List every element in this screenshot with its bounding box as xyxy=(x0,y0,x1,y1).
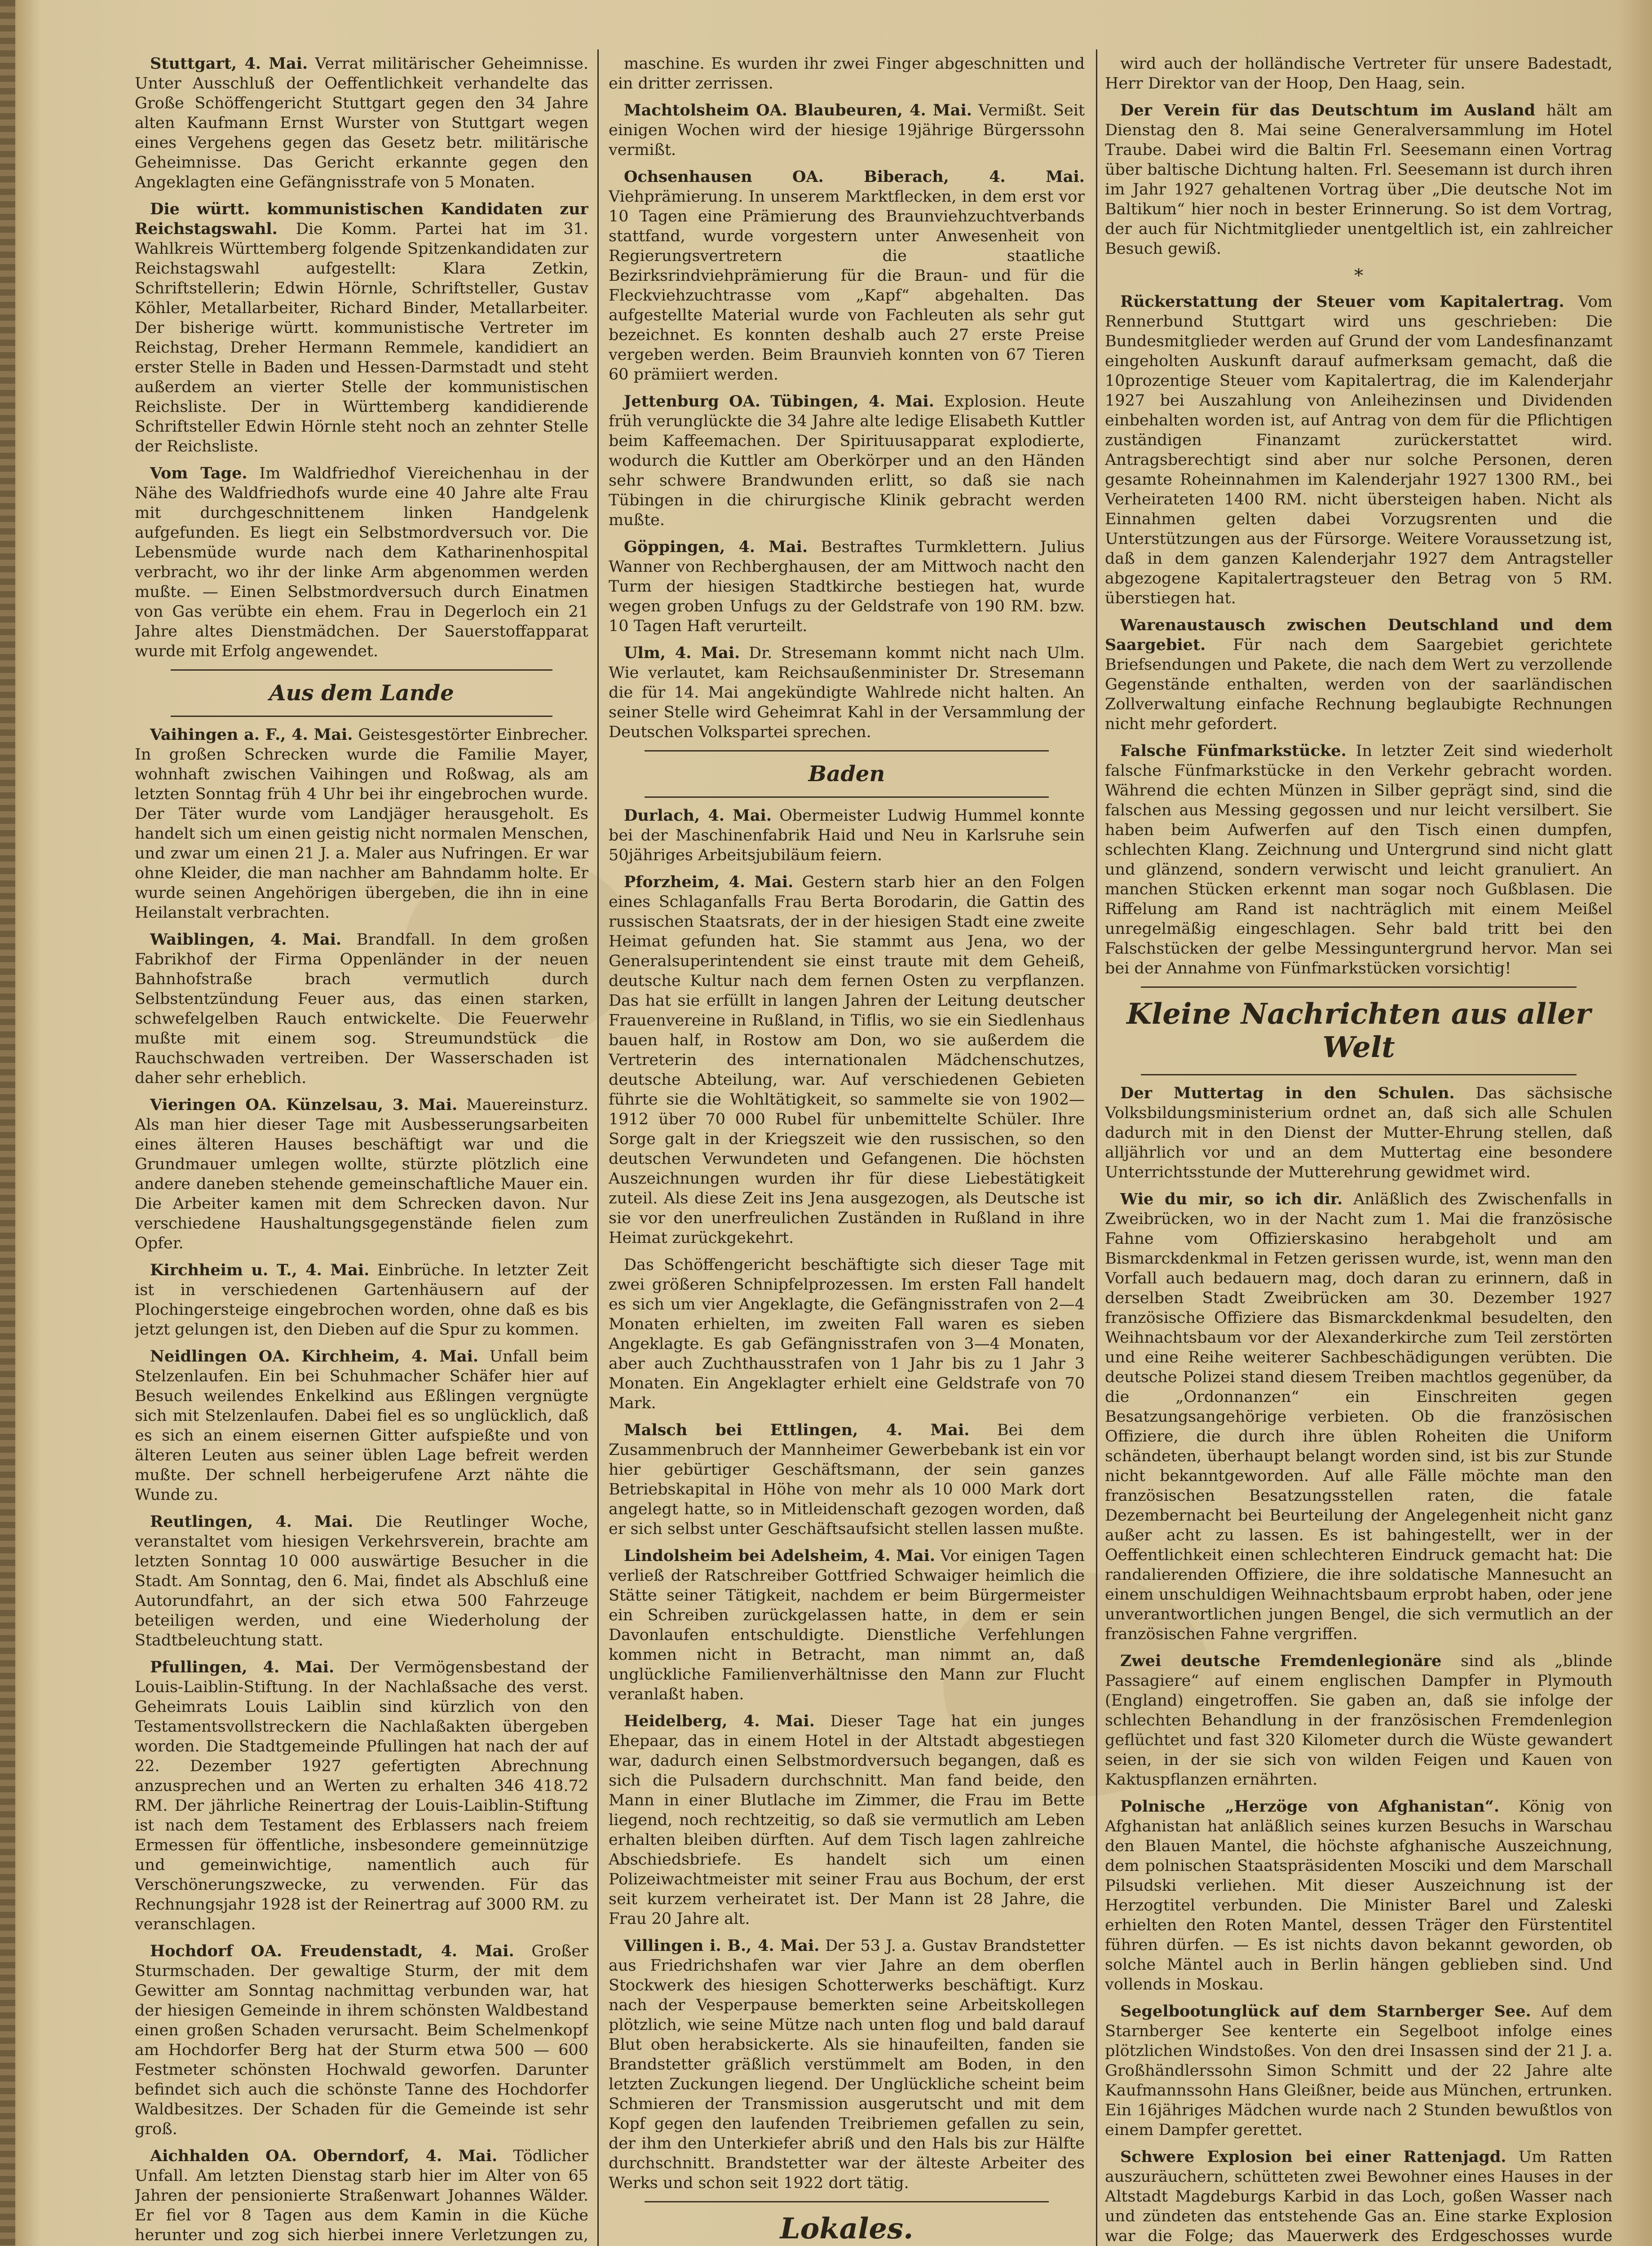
news-item xyxy=(609,1711,1085,1929)
news-item-text: Das Schöffengericht beschäftigte sich dieser Tage mit zwei größeren Schnipfelprozessen. Im ersten Fall handelt es sich um vier Angeklagte, die Gefängnisstrafen von 2—4 Monaten erhielten, im zweiten Fall waren es sieben Angeklagte. Es gab Gefängnisstrafen von 3—4 Monaten, aber auch Zuchthausstrafen von 1 Jahr bis zu 1 Jahr 3 Monaten. Ein Angeklagter erhielt eine Geldstrafe von 70 Mark. xyxy=(609,1256,1085,1412)
news-item-dateline: Hochdorf OA. Freudenstadt, 4. Mai. xyxy=(150,1942,514,1960)
news-item-text: hält am Dienstag den 8. Mai seine Generalversammlung im Hotel Traube. Dabei wird die Baltin Frl. Seesemann einen Vortrag über baltische Dichtung halten. Frl. Seesemann ist durch ihren im Jahr 1927 gehaltenen Vortrag über „Die deutsche Not im Baltikum“ hier noch in bester Erinnerung. So ist dem Vortrag, der auch für Nichtmitglieder unentgeltlich ist, ein zahlreicher Besuch gewiß. xyxy=(1105,102,1612,258)
news-item-text: Vor einigen Tagen verließ der Ratschreiber Gottfried Schwaiger heimlich die Stätte seiner Tätigkeit, nachdem er beim Bürgermeister ein Schreiben zurückgelassen hatte, in dem er sein Davonlaufen entschuldigte. Dienstliche Verfehlungen kommen nicht in Betracht, man nimmt an, daß unglückliche Familienverhältnisse den Mann zur Flucht veranlaßt haben. xyxy=(609,1547,1085,1703)
news-item-dateline: Schwere Explosion bei einer Rattenjagd. xyxy=(1120,2148,1506,2166)
news-item-text: Bestraftes Turmklettern. Julius Wanner von Rechberghausen, der am Mittwoch nacht den Turm der hiesigen Stadtkirche bestiegen hat, wurde wegen groben Unfugs zu der Geldstrafe von 190 RM. bzw. 10 Tagen Haft verurteilt. xyxy=(609,538,1085,635)
news-item-dateline: Rückerstattung der Steuer vom Kapitalertrag. xyxy=(1120,292,1564,311)
column-2 xyxy=(609,54,1085,2246)
news-item xyxy=(609,1420,1085,1539)
section-divider xyxy=(645,2201,1049,2202)
news-item xyxy=(1105,1651,1612,1790)
section-heading: Aus dem Lande xyxy=(269,681,454,706)
news-item-text: Gestern starb hier an den Folgen eines Schlaganfalls Frau Berta Borodarin, die Gattin des russischen Staatsrats, der in der hiesigen Stadt eine zweite Heimat gefunden hat. Sie stammt aus Jena, wo der Generalsuperintendent sie einst traute mit dem Geheiß, deutsche Kultur nach dem fernen Osten zu verpflanzen. Das hat sie erfüllt in langen Jahren der Leitung deutscher Frauenvereine in Rußland, in Tiflis, wo sie ein Siedlenhaus bauen half, in Rostow am Don, wo sie außerdem die Vertreterin des internationalen Mädchenschutzes, deutsche Abteilung, war. Auf verschiedenen Gebieten führte sie die Wohltätigkeit, so sammelte sie von 1902—1912 über 70 000 Rubel für unbemittelte Schüler. Ihre Sorge galt in der Kriegszeit wie den russischen, so den deutschen Verwundeten und Gefangenen. Die höchsten Auszeichnungen wurden ihr für diese Liebestätigkeit zuteil. Als diese Zeit ins Jena ausgezogen, als Deutsche ist sie vor den unerfreulichen Zuständen in Rußland in ihre Heimat zurückgekehrt. xyxy=(609,873,1085,1247)
news-item-dateline: Ulm, 4. Mai. xyxy=(624,644,740,662)
column-rule xyxy=(1096,49,1097,2246)
news-item xyxy=(1105,292,1612,608)
news-item-text: Für nach dem Saargebiet gerichtete Briefsendungen und Pakete, die nach dem Wert zu verzollende Gegenstände enthalten, werden von der saarländischen Zollverwaltung einfache Rechnung beglaubigte Rechnungen nicht mehr gefordert. xyxy=(1105,636,1612,733)
news-item-text: wird auch der holländische Vertreter für unsere Badestadt, Herr Direktor van der Hoop, Den Haag, sein. xyxy=(1105,55,1612,93)
news-item xyxy=(609,1546,1085,1704)
news-item-dateline: Falsche Fünfmarkstücke. xyxy=(1120,742,1347,760)
news-item xyxy=(135,1658,588,1934)
news-item-dateline: Waiblingen, 4. Mai. xyxy=(150,930,342,949)
news-item xyxy=(1105,101,1612,259)
news-item xyxy=(1105,1083,1612,1182)
column-rule xyxy=(597,49,599,2246)
news-item-text: In letzter Zeit sind wiederholt falsche Fünfmarkstücke in den Verkehr gebracht worden. Während die echten Münzen in Silber geprägt sind, sind die falschen aus Messing gegossen und nur leicht versilbert. Sie haben beim Aufwerfen auf den Tisch einen dumpfen, schlechten Klang. Zeichnung und Untergrund sind nicht glatt und glänzend, sondern verwischt und leicht granuliert. An manchen Stücken erkennt man sogar noch Gußblasen. Die Riffelung am Rand ist nachträglich mit einem Meißel unregelmäßig eingeschlagen. Sehr bald tritt bei den Falschstücken der gelbe Messinguntergrund hervor. Man sei bei der Annahme von Fünfmarkstücken vorsichtig! xyxy=(1105,742,1612,977)
news-item xyxy=(1105,54,1612,93)
news-item-dateline: Jettenburg OA. Tübingen, 4. Mai. xyxy=(624,392,934,411)
news-item-text: Das sächsische Volksbildungsministerium ordnet an, daß sich alle Schulen dadurch mit in den Dienst der Mutter-Ehrung stellen, daß alljährlich vor und an dem Muttertag eine besondere Unterrichtsstunde der Mutterehrung gewidmet wird. xyxy=(1105,1084,1612,1181)
news-item xyxy=(135,54,588,192)
news-item-text: Die Komm. Partei hat im 31. Wahlkreis Württemberg folgende Spitzenkandidaten zur Reichstagswahl aufgestellt: Klara Zetkin, Schriftstellerin; Edwin Hörnle, Schriftsteller, Gustav Köhler, Metallarbeiter, Richard Binder, Metallarbeiter. Der bisherige württ. kommunistische Vertreter im Reichstag, Dreher Hermann Remmele, kandidiert an erster Stelle in Baden und Hessen-Darmstadt und steht außerdem an vierter Stelle der kommunistischen Reichsliste. Der in Württemberg kandidierende Schriftsteller Edwin Hörnle steht noch an zehnter Stelle der Reichsliste. xyxy=(135,220,588,455)
news-item-text: Unfall beim Stelzenlaufen. Ein bei Schuhmacher Schäfer hier auf Besuch weilendes Enkelkind aus Eßlingen vergnügte sich mit Stelzenlaufen. Dabei fiel es so unglücklich, daß es sich an einem eisernen Gitter aufspießte und von älteren Leuten aus seiner üblen Lage befreit werden mußte. Der schnell herbeigerufene Arzt nähte die Wunde zu. xyxy=(135,1348,588,1504)
news-item xyxy=(1105,741,1612,978)
news-item-dateline: Machtolsheim OA. Blaubeuren, 4. Mai. xyxy=(624,101,972,119)
section-heading: Baden xyxy=(808,761,885,787)
news-item-text: Vermißt. Seit einigen Wochen wird der hiesige 19jährige Bürgerssohn vermißt. xyxy=(609,102,1085,159)
news-item-dateline: Der Muttertag in den Schulen. xyxy=(1120,1084,1455,1102)
news-item xyxy=(1105,615,1612,734)
news-item xyxy=(609,806,1085,865)
news-item-text: Explosion. Heute früh verunglückte die 34 Jahre alte ledige Elisabeth Kuttler beim Kaffeemachen. Der Spirituusapparat explodierte, wodurch die Kuttler am Oberkörper und an den Händen sehr schwere Brandwunden erlitt, so daß sie nach Tübingen in die chirurgische Klinik gebracht werden mußte. xyxy=(609,393,1085,529)
news-item-dateline: Neidlingen OA. Kirchheim, 4. Mai. xyxy=(150,1347,479,1366)
news-item-text: Großer Sturmschaden. Der gewaltige Sturm, der mit dem Gewitter am Sonntag nachmittag verbunden war, hat der hiesigen Gemeinde in ihrem schönsten Waldbestand einen großen Schaden verursacht. Beim Schelmenkopf am Hochdorfer Berg hat der Sturm etwa 500 — 600 Festmeter schönsten Hochwald geworfen. Darunter befindet sich auch die schönste Tanne des Hochdorfer Waldbesitzes. Der Schaden für die Gemeinde ist sehr groß. xyxy=(135,1942,588,2138)
news-item xyxy=(135,930,588,1088)
news-item xyxy=(609,537,1085,636)
news-item-dateline: Villingen i. B., 4. Mai. xyxy=(624,1937,820,1955)
news-item-text: Dieser Tage hat ein junges Ehepaar, das in einem Hotel in der Altstadt abgestiegen war, dadurch einen Selbstmordversuch begangen, daß es sich die Pulsadern durchschnitt. Man fand beide, den Mann in einer Blutlache im Zimmer, die Frau im Bette liegend, noch rechtzeitig, so daß sie vermutlich am Leben erhalten bleiben dürften. Auf dem Tisch lagen zahlreiche Abschiedsbriefe. Es handelt sich um einen Polizeiwachtmeister mit seiner Frau aus Bochum, der erst seit kurzem verheiratet ist. Der Mann ist 28 Jahre, die Frau 20 Jahre alt. xyxy=(609,1712,1085,1928)
news-item xyxy=(135,1347,588,1505)
news-item-dateline: Stuttgart, 4. Mai. xyxy=(150,54,308,73)
section-divider xyxy=(645,796,1049,798)
section-heading: Lokales. xyxy=(780,2212,914,2246)
news-item-text: Die Reutlinger Woche, veranstaltet vom hiesigen Verkehrsverein, brachte am letzten Sonntag 10 000 auswärtige Besucher in die Stadt. Am Sonntag, den 6. Mai, findet als Abschluß eine Autorundfahrt, an der sich etwa 500 Fahrzeuge beteiligen werden, und eine Wiederholung der Stadtbeleuchtung statt. xyxy=(135,1513,588,1649)
asterisk-separator: * xyxy=(1354,265,1363,286)
news-item-dateline: Vieringen OA. Künzelsau, 3. Mai. xyxy=(150,1096,458,1114)
section-divider xyxy=(171,669,552,671)
news-item-text: sind als „blinde Passagiere“ auf einem englischen Dampfer in Plymouth (England) eingetroffen. Sie gaben an, daß sie infolge der schlechten Behandlung in der französischen Fremdenlegion geflüchtet und fast 320 Kilometer durch die Wüste gewandert seien, in der sie sich von wilden Feigen und Kauen von Kaktuspflanzen ernährten. xyxy=(1105,1652,1612,1789)
news-item-text: Geistesgestörter Einbrecher. In großen Schrecken wurde die Familie Mayer, wohnhaft zwischen Vaihingen und Roßwag, als am letzten Sonntag früh 4 Uhr bei ihr eingebrochen wurde. Der Täter wurde vom Landjäger herausgeholt. Es handelt sich um einen geistig nicht normalen Menschen, und zwar um einen 21 J. a. Maler aus Nufringen. Er war ohne Kleider, die man nachher am Bahndamm holte. Er wurde seinen Angehörigen übergeben, die ihn in eine Heilanstalt verbrachten. xyxy=(135,726,588,922)
news-item-dateline: Göppingen, 4. Mai. xyxy=(624,538,808,556)
news-item xyxy=(609,1936,1085,2193)
news-item xyxy=(135,1512,588,1650)
news-item xyxy=(1105,1797,1612,1994)
news-item-dateline: Kirchheim u. T., 4. Mai. xyxy=(150,1261,370,1279)
news-item-text: Anläßlich des Zwischenfalls in Zweibrücken, wo in der Nacht zum 1. Mai die französische Fahne vom Offizierskasino herabgeholt und am Bismarckdenkmal in Fetzen gerissen wurde, ist, wenn man den Vorfall auch bedauern mag, doch daran zu erinnern, daß in derselben Stadt Zweibrücken am 30. Dezember 1927 französische Offiziere das Bismarckdenkmal besudelten, den Weihnachtsbaum vor der Alexanderkirche zum Teil zerstörten und eine Reihe weiterer Sachbeschädigungen verübten. Die deutsche Polizei stand diesem Treiben machtlos gegenüber, da die „Ordonnanzen“ ein Einschreiten gegen Besatzungsangehörige verbieten. Ob die französischen Offiziere, die durch ihre üblen Roheiten die Uniform schändeten, überhaupt belangt worden sind, ist bis zur Stunde nicht bekanntgeworden. Auf alle Fälle möchte man den französischen Besatzungsstellen raten, die fatale Dezembernacht bei Beurteilung der Angelegenheit nicht ganz außer acht zu lassen. Es ist bahingestellt, wer in der Oeffentlichkeit einen schlechteren Eindruck gemacht hat: Die randalierenden Offiziere, die ihre soldatische Mannesucht an einem unschuldigen Weihnachtsbaum erprobt haben, oder jene unverantwortlichen jungen Bengel, die sich vermutlich an der französischen Fahne vergriffen. xyxy=(1105,1190,1612,1643)
news-item-dateline: Durlach, 4. Mai. xyxy=(624,806,772,825)
news-item xyxy=(135,199,588,456)
news-item-dateline: Vom Tage. xyxy=(150,464,247,482)
news-item-text: Bei dem Zusammenbruch der Mannheimer Gewerbebank ist ein vor hier gebürtiger Geschäftsmann, der sein ganzes Betriebskapital in Höhe von mehr als 10 000 Mark dort angelegt hatte, so in Mitleidenschaft gezogen worden, daß er sich selbst unter Geschäftsaufsicht stellen lassen mußte. xyxy=(609,1421,1085,1538)
news-item xyxy=(135,1095,588,1253)
news-item-dateline: Segelbootunglück auf dem Starnberger See. xyxy=(1120,2002,1531,2021)
news-item-dateline: Die württ. kommunistischen Kandidaten zur Reichstagswahl. xyxy=(135,200,588,238)
news-item-text: maschine. Es wurden ihr zwei Finger abgeschnitten und ein dritter zerrissen. xyxy=(609,55,1085,93)
section-divider xyxy=(1141,986,1577,988)
news-item-text: Tödlicher Unfall. Am letzten Dienstag starb hier im Alter von 65 Jahren der pensionierte Straßenwart Johannes Wälder. Er fiel vor 8 Tagen aus dem Kamin in die Küche herunter und zog sich hierbei innere Verletzungen zu, xyxy=(135,2147,588,2244)
news-item xyxy=(135,464,588,661)
news-item xyxy=(135,725,588,923)
news-item-text: Dr. Stresemann kommt nicht nach Ulm. Wie verlautet, kam Reichsaußenminister Dr. Stresemann die für 14. Mai angekündigte Wahlrede nicht halten. An seiner Stelle wird Geheimrat Kahl in der Versammlung der Deutschen Volkspartei sprechen. xyxy=(609,644,1085,741)
news-item-dateline: Malsch bei Ettlingen, 4. Mai. xyxy=(624,1421,970,1439)
news-item-text: Um Ratten auszuräuchern, schütteten zwei Bewohner eines Hauses in der Altstadt Magdeburgs Karbid in das Loch, goßen Wasser nach und zündeten das entstehende Gas an. Eine starke Explosion war die Folge; das Mauerwerk des Erdgeschosses wurde xyxy=(1105,2148,1612,2245)
news-item xyxy=(609,101,1085,160)
news-item-dateline: Heidelberg, 4. Mai. xyxy=(624,1712,815,1730)
news-item xyxy=(609,1255,1085,1413)
section-heading: Kleine Nachrichten aus aller Welt xyxy=(1126,997,1591,1064)
news-item xyxy=(1105,1189,1612,1644)
news-item-dateline: Der Verein für das Deutschtum im Ausland xyxy=(1120,101,1536,119)
news-item-text: Auf dem Starnberger See kenterte ein Segelboot infolge eines plötzlichen Windstoßes. Von den drei Insassen sind der 21 J. a. Großhändlerssohn Simon Schmitt und der 22 Jahre alte Kaufmannssohn Hans Gleißner, beide aus München, ertrunken. Ein 16jähriges Mädchen wurde nach 2 Stunden bewußtlos von einem Dampfer gerettet. xyxy=(1105,2003,1612,2139)
news-item-dateline: Pforzheim, 4. Mai. xyxy=(624,873,794,891)
news-item xyxy=(1105,2002,1612,2140)
news-item xyxy=(135,1941,588,2139)
section-divider xyxy=(1141,1074,1577,1075)
section-divider xyxy=(645,750,1049,752)
news-item-text: Mauereinsturz. Als man hier dieser Tage mit Ausbesserungsarbeiten eines älteren Hauses beschäftigt war und die Grundmauer umlegen wollte, stürzte plötzlich eine andere daneben stehende gemeinschaftliche Mauer ein. Die Arbeiter kamen mit dem Schrecken davon. Nur verschiedene Haushaltungsgegenstände fielen zum Opfer. xyxy=(135,1096,588,1252)
news-item-text: Vom Rennerbund Stuttgart wird uns geschrieben: Die Bundesmitglieder werden auf Grund der vom Landesfinanzamt eingeholten Auskunft darauf aufmerksam gemacht, daß die 10prozentige Steuer vom Kapitalertrag, die im Kalenderjahr 1927 bei Auszahlung von Anleihezinsen und Dividenden einbehalten worden ist, auf Antrag von dem für die Pflichtigen zuständigen Finanzamt zurückerstattet wird. Antragsberechtigt sind aber nur solche Personen, deren gesamte Roheinnahmen im Kalenderjahr 1927 1300 RM., bei Verheirateten 1400 RM. nicht übersteigen haben. Nicht als Einnahmen gelten dabei Vorzugsrenten und die Unterstützungen aus der Fürsorge. Weitere Voraussetzung ist, daß in dem ganzen Kalenderjahr 1927 dem Antragsteller abgezogene Kapitalertragsteuer den Betrag von 5 RM. überstiegen hat. xyxy=(1105,293,1612,607)
news-item xyxy=(609,54,1085,93)
news-item xyxy=(609,643,1085,742)
news-item-text: Verrat militärischer Geheimnisse. Unter Ausschluß der Oeffentlichkeit verhandelte das Große Schöffengericht Stuttgart gegen den 34 Jahre alten Kaufmann Ernst Wurster von Stuttgart wegen eines Vergehens gegen das Gesetz betr. militärische Geheimnisse. Das Gericht erkannte gegen den Angeklagten eine Gefängnisstrafe von 5 Monaten. xyxy=(135,55,588,191)
column-1 xyxy=(135,54,588,2246)
news-item-dateline: Zwei deutsche Fremdenlegionäre xyxy=(1120,1652,1442,1670)
news-item-dateline: Ochsenhausen OA. Biberach, 4. Mai. xyxy=(624,168,1085,186)
news-item-dateline: Warenaustausch zwischen Deutschland und dem Saargebiet. xyxy=(1105,616,1612,654)
news-item-text: Im Waldfriedhof Viereichenhau in der Nähe des Waldfriedhofs wurde eine 40 Jahre alte Frau mit durchgeschnittenem linken Handgelenk aufgefunden. Es liegt ein Selbstmordversuch vor. Die Lebensmüde wurde nach dem Katharinenhospital verbracht, wo ihr der linke Arm abgenommen werden mußte. — Einen Selbstmordversuch durch Einatmen von Gas verübte ein ehem. Frau in Degerloch ein 21 Jahre altes Dienstmädchen. Der Sauerstoffapparat wurde mit Erfolg angewendet. xyxy=(135,464,588,660)
news-item-text: Viehprämierung. In unserem Marktflecken, in dem erst vor 10 Tagen eine Prämierung des Braunviehzuchtverbands stattfand, wurde vorgestern unter Anwesenheit von Regierungsvertretern die staatliche Bezirksrindviehprämierung für die Braun- und für die Fleckviehzuchtrasse vom „Kapf“ abgehalten. Das aufgestellte Material wurde von Fachleuten als sehr gut bezeichnet. Es konnten deshalb auch 27 erste Preise vergeben werden. Beim Braunvieh konnten von 67 Tieren 60 prämiiert werden. xyxy=(609,188,1085,384)
news-item-text: Brandfall. In dem großen Fabrikhof der Firma Oppenländer in der neuen Bahnhofstraße brach vermutlich durch Selbstentzündung Feuer aus, das einen starken, schwefelgelben Rauch entwickelte. Die Feuerwehr mußte mit einem sog. Streumundstück die Rauchschwaden vertreiben. Der Wasserschaden ist daher sehr erheblich. xyxy=(135,931,588,1087)
news-item xyxy=(135,1260,588,1340)
news-item xyxy=(609,167,1085,385)
news-item-dateline: Reutlingen, 4. Mai. xyxy=(150,1512,353,1531)
column-3 xyxy=(1105,54,1612,2246)
news-item xyxy=(135,2146,588,2246)
news-item xyxy=(609,392,1085,530)
section-divider xyxy=(171,716,552,717)
news-item-dateline: Aichhalden OA. Oberndorf, 4. Mai. xyxy=(150,2147,498,2165)
news-item-dateline: Lindolsheim bei Adelsheim, 4. Mai. xyxy=(624,1547,936,1565)
news-item-text: Einbrüche. In letzter Zeit ist in verschiedenen Gartenhäusern auf der Plochingersteige eingebrochen worden, ohne daß es bis jetzt gelungen ist, den Dieben auf die Spur zu kommen. xyxy=(135,1261,588,1339)
news-item xyxy=(609,872,1085,1248)
news-item-dateline: Pfullingen, 4. Mai. xyxy=(150,1658,335,1676)
binding-edge xyxy=(0,0,15,2246)
news-item xyxy=(1105,2147,1612,2246)
news-item-dateline: Vaihingen a. F., 4. Mai. xyxy=(150,725,353,744)
news-item-text: Obermeister Ludwig Hummel konnte bei der Maschinenfabrik Haid und Neu in Karlsruhe sein 50jähriges Arbeitsjubiläum feiern. xyxy=(609,807,1085,864)
news-item-dateline: Polnische „Herzöge von Afghanistan“. xyxy=(1120,1797,1500,1816)
news-item-dateline: Wie du mir, so ich dir. xyxy=(1120,1190,1343,1208)
news-item-text: König von Afghanistan hat anläßlich seines kurzen Besuchs in Warschau den Blauen Mantel, die höchste afghanische Auszeichnung, dem polnischen Staatspräsidenten Mosciki und dem Marschall Pilsudski verliehen. Mit dieser Auszeichnung ist der Herzogtitel verbunden. Die Minister Barel und Zaleski erhielten den Roten Mantel, dessen Träger den Fürstentitel führen dürfen. — Es ist nichts davon bekannt geworden, ob solche Mäntel auch in Berlin hängen geblieben sind. Und vollends in Moskau. xyxy=(1105,1798,1612,1994)
news-item-text: Der Vermögensbestand der Louis-Laiblin-Stiftung. In der Nachlaßsache des verst. Geheimrats Louis Laiblin sind kürzlich von den Testamentsvollstreckern die Nachlaßakten übergeben worden. Die Stadtgemeinde Pfullingen hat nach der auf 22. Dezember 1927 gefertigten Abrechnung anzusprechen und an Werten zu erhalten 346 418.72 RM. Der jährliche Reinertrag der Louis-Laiblin-Stiftung ist nach dem Testament des Erblassers nach freiem Ermessen für öffentliche, insbesondere gemeinnützige und gemeinwichtige, namentlich auch für Verschönerungszwecke, zu verwenden. Für das Rechnungsjahr 1928 ist der Reinertrag auf 3000 RM. zu veranschlagen. xyxy=(135,1658,588,1933)
news-item-text: Der 53 J. a. Gustav Brandstetter aus Friedrichshafen war vier Jahre an dem oberflen Stockwerk des hiesigen Schotterwerks beschäftigt. Kurz nach der Vesperpause bemerkten seine Arbeitskollegen plötzlich, wie seine Mütze nach unten flog und bald darauf Blut oben herabsickerte. Als sie hinaufeilten, fanden sie Brandstetter gräßlich verstümmelt am Boden, in den letzten Zuckungen liegend. Der Unglückliche scheint beim Schmieren der Transmission ausgerutscht und mit dem Kopf gegen den laufenden Treibriemen gefallen zu sein, der ihm den Unterkiefer abriß und den Hals bis zur Hälfte durchschnitt. Brandstetter war der älteste Arbeiter des Werks und schon seit 1922 dort tätig. xyxy=(609,1937,1085,2192)
